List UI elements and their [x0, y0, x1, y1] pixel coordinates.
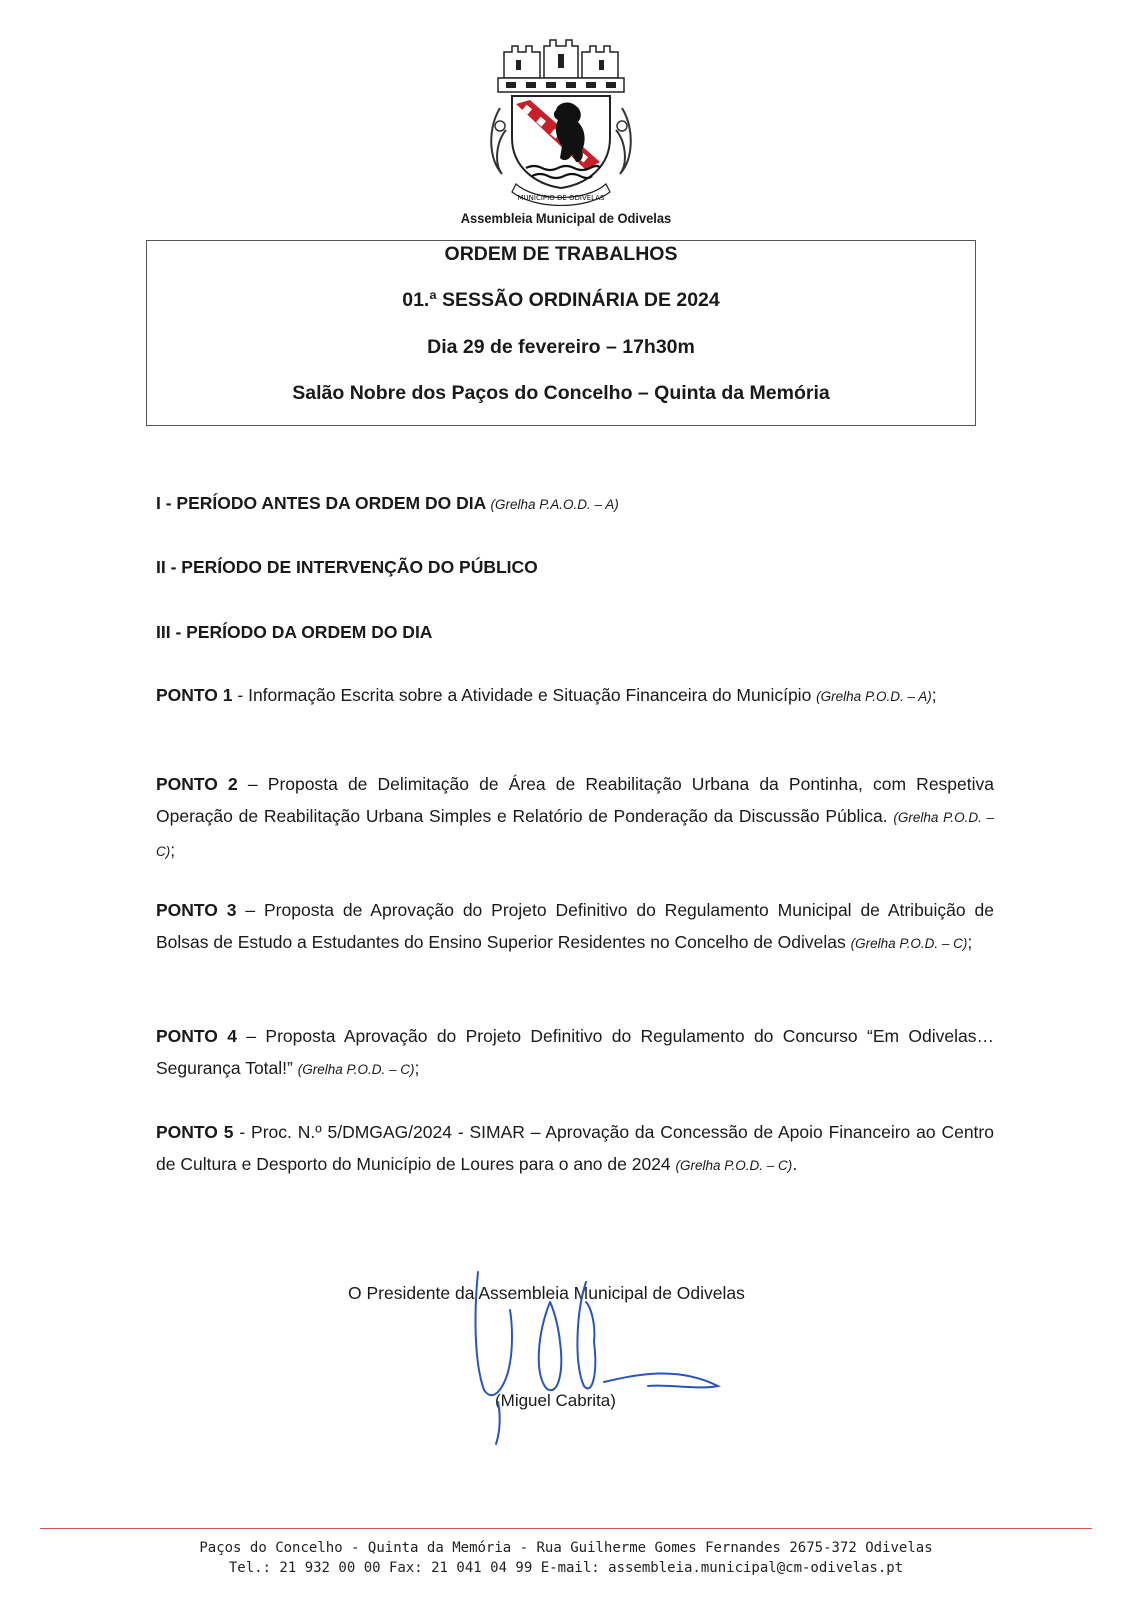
svg-text:MUNICÍPIO DE ODIVELAS: MUNICÍPIO DE ODIVELAS	[517, 194, 605, 202]
section-ordem-dia	[156, 622, 432, 643]
ponto-text: Informação Escrita sobre a Atividade e Situação Financeira do Município	[248, 685, 817, 705]
organization-name: Assembleia Municipal de Odivelas	[460, 210, 672, 226]
ponto-5: PONTO 5 - Proc. N.º 5/DMGAG/2024 - SIMAR – Aprovação da Concessão de Apoio Financeiro ao Centro de Cultura e Desporto do Município de Loures para o ano de 2024 (Grelha P.O.D. – C).	[156, 1122, 994, 1174]
handwritten-signature-icon	[468, 1262, 738, 1452]
ponto-grelha-note: (Grelha P.O.D. – C)	[675, 1158, 793, 1173]
section-label: I - PERÍODO ANTES DA ORDEM DO DIA	[156, 493, 486, 513]
ponto-text: Proposta Aprovação do Projeto Definitivo do Regulamento do Concurso “Em Odivelas… Segurança Total!”	[156, 1026, 994, 1078]
session-location: Salão Nobre dos Paços do Concelho – Quinta da Memória	[292, 382, 830, 404]
ponto-4: PONTO 4 – Proposta Aprovação do Projeto Definitivo do Regulamento do Concurso “Em Odivelas… Segurança Total!” (Grelha P.O.D. – C);	[156, 1026, 994, 1078]
footer-divider	[40, 1528, 1092, 1529]
section-intervencao-publico	[156, 557, 538, 578]
ponto-1: PONTO 1 - Informação Escrita sobre a Atividade e Situação Financeira do Município (Grelha P.O.D. – A);	[156, 685, 937, 705]
ponto-text: Proposta de Delimitação de Área de Reabilitação Urbana da Pontinha, com Respetiva Operação de Reabilitação Urbana Simples e Relatório de Ponderação da Discussão Pública.	[156, 774, 994, 826]
ponto-text: Proc. N.º 5/DMGAG/2024 - SIMAR – Aprovação da Concessão de Apoio Financeiro ao Centro de Cultura e Desporto do Município de Loures para o ano de 2024	[156, 1122, 994, 1174]
section-grelha-note: (Grelha P.A.O.D. – A)	[490, 497, 619, 512]
ponto-label: PONTO 5	[156, 1122, 234, 1142]
ponto-2: PONTO 2 – Proposta de Delimitação de Área de Reabilitação Urbana da Pontinha, com Respetiva Operação de Reabilitação Urbana Simples e Relatório de Ponderação da Discussão Pública. (Grelha P.O.D. – C);	[156, 774, 995, 860]
section-label: II - PERÍODO DE INTERVENÇÃO DO PÚBLICO	[156, 557, 538, 577]
ponto-grelha-note: (Grelha P.O.D. – C)	[850, 936, 968, 951]
session-date-time: Dia 29 de fevereiro – 17h30m	[427, 336, 695, 358]
ponto-grelha-note: (Grelha P.O.D. – C)	[156, 810, 995, 859]
footer-address: Paços do Concelho - Quinta da Memória - Rua Guilherme Gomes Fernandes 2675-372 Odivelas	[199, 1540, 933, 1556]
session-title: 01.ª SESSÃO ORDINÁRIA DE 2024	[402, 289, 720, 311]
signature-label: O Presidente da Assembleia Municipal de Odivelas	[348, 1283, 745, 1303]
ponto-text: Proposta de Aprovação do Projeto Definitivo do Regulamento Municipal de Atribuição de Bolsas de Estudo a Estudantes do Ensino Superior Residentes no Concelho de Odivelas	[156, 900, 994, 952]
section-antes-ordem-dia	[156, 493, 619, 514]
ponto-label: PONTO 2	[156, 774, 238, 794]
footer-contacts: Tel.: 21 932 00 00 Fax: 21 041 04 99 E-mail: assembleia.municipal@cm-odivelas.pt	[228, 1560, 904, 1576]
ponto-label: PONTO 4	[156, 1026, 237, 1046]
agenda-title: ORDEM DE TRABALHOS	[444, 243, 678, 265]
ponto-label: PONTO 1	[156, 685, 233, 705]
ponto-grelha-note: (Grelha P.O.D. – A)	[816, 689, 932, 704]
ponto-3: PONTO 3 – Proposta de Aprovação do Projeto Definitivo do Regulamento Municipal de Atribuição de Bolsas de Estudo a Estudantes do Ensino Superior Residentes no Concelho de Odivelas (Grelha P.O.D. – C);	[156, 900, 994, 952]
agenda-header-box	[146, 240, 976, 426]
ponto-label: PONTO 3	[156, 900, 237, 920]
signatory-name: (Miguel Cabrita)	[495, 1391, 616, 1410]
section-label: III - PERÍODO DA ORDEM DO DIA	[156, 622, 433, 642]
municipal-coat-of-arms-icon	[486, 38, 636, 206]
ponto-grelha-note: (Grelha P.O.D. – C)	[297, 1062, 415, 1077]
